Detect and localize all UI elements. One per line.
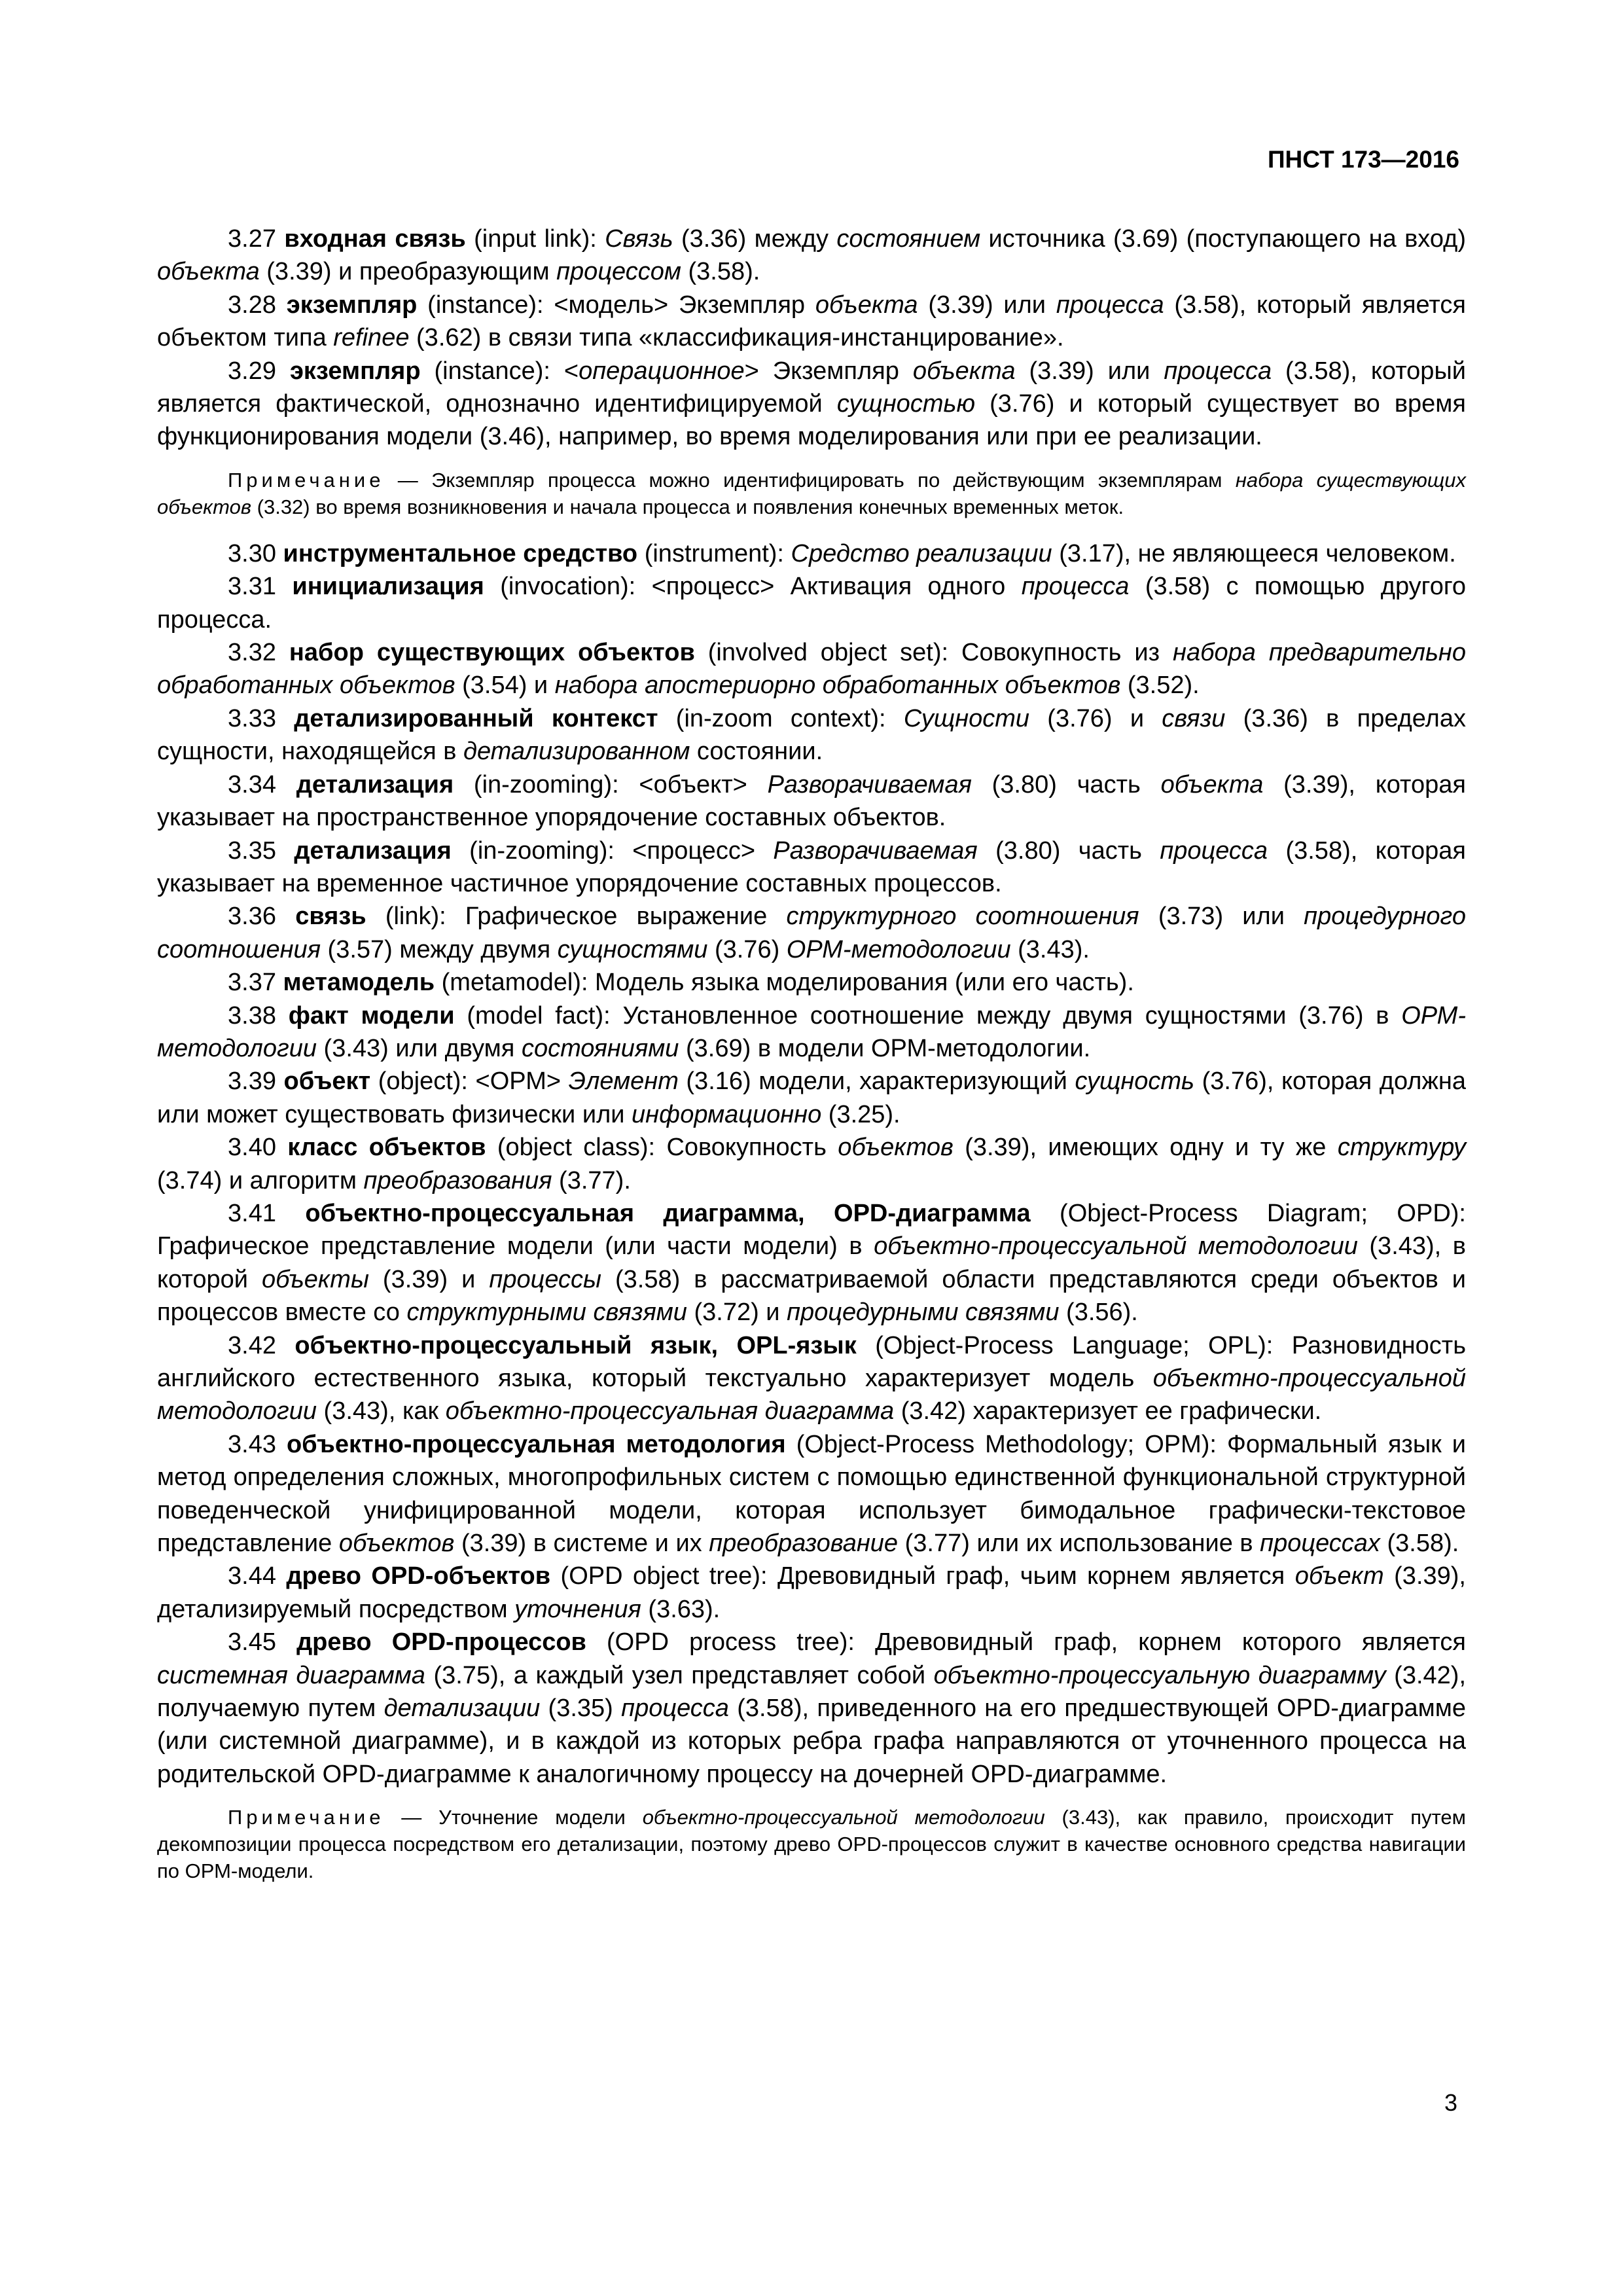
text-run: 3.44: [228, 1562, 287, 1590]
text-run: (3.77) или их использование в: [898, 1530, 1260, 1558]
italic-reference: объектов: [838, 1134, 954, 1162]
text-run: (3.76), которая должна или может существовать физически или: [157, 1067, 1466, 1128]
text-run: 3.39: [228, 1067, 284, 1096]
text-run: (3.77).: [552, 1166, 631, 1194]
italic-reference: Связь: [605, 225, 673, 253]
term-entry: [157, 289, 1466, 355]
term-name: объектно-процессуальный язык, OPL-язык: [294, 1331, 857, 1359]
italic-reference: объектно-процессуальной методологии: [157, 1365, 1466, 1426]
text-run: (3.39) или: [918, 291, 1056, 319]
text-run: (3.56).: [1059, 1299, 1138, 1327]
italic-reference: процедурного соотношения: [157, 903, 1466, 963]
text-run: 3.27: [228, 225, 285, 253]
text-run: (Object-Process Methodology; OPM): Формальный язык и метод определения сложных, многопрофильных систем с помощью единственной функциональной структурной поведенческой унифицированной модели, которая использует бимодальное графически-текстовое представление: [157, 1430, 1466, 1558]
text-run: (3.58), который является фактической, однозначно идентифицируемой: [157, 357, 1466, 418]
term-entry: [157, 636, 1466, 702]
italic-reference: процесса: [621, 1695, 729, 1723]
text-run: 3.40: [228, 1134, 288, 1162]
text-run: (3.58) в рассматриваемой области представляются среди объектов и процессов вместе со: [157, 1265, 1466, 1327]
italic-reference: преобразование: [709, 1530, 899, 1558]
italic-reference: процедурными связями: [787, 1299, 1060, 1327]
text-run: (3.35): [540, 1695, 622, 1723]
text-run: (instance): <: [420, 357, 579, 385]
italic-reference: объектно-процессуальной методологии: [642, 1806, 1045, 1829]
note-label: Примечание: [228, 1806, 385, 1829]
text-run: (3.72) и: [687, 1299, 787, 1327]
italic-reference: преобразования: [363, 1166, 552, 1194]
text-run: (3.52).: [1120, 672, 1200, 700]
italic-reference: Элемент: [568, 1067, 679, 1096]
text-run: (3.17), не являющееся человеком.: [1052, 539, 1456, 567]
text-run: (3.36) между: [673, 225, 837, 253]
italic-reference: процессы: [489, 1265, 601, 1293]
text-run: 3.43: [228, 1430, 287, 1458]
term-entry: [157, 1197, 1466, 1329]
text-run: (3.73) или: [1139, 903, 1304, 931]
text-run: — Экземпляр процесса можно идентифицировать по действующим экземплярам: [384, 468, 1236, 492]
term-name: объектно-процессуальная диаграмма, OPD-диаграмма: [305, 1199, 1031, 1227]
text-run: (3.39), имеющих одну и ту же: [953, 1134, 1338, 1162]
text-run: (3.58), которая указывает на временное частичное упорядочение составных процессов.: [157, 836, 1466, 897]
term-name: набор существующих объектов: [289, 639, 695, 667]
text-run: (3.39) или: [1015, 357, 1164, 385]
term-name: инструментальное средство: [283, 539, 638, 567]
text-run: (3.74) и алгоритм: [157, 1166, 364, 1194]
italic-reference: ОРМ-методологии: [157, 1001, 1466, 1062]
term-name: древо OPD-процессов: [296, 1628, 586, 1657]
term-entry: [157, 223, 1466, 289]
term-name: инициализация: [292, 573, 484, 601]
text-run: 3.34: [228, 770, 296, 798]
term-name: детализация: [296, 770, 454, 798]
italic-reference: Разворачиваемая: [773, 836, 978, 865]
text-run: (3.80) часть: [971, 770, 1161, 798]
term-name: детализация: [294, 836, 452, 865]
text-run: 3.41: [228, 1199, 306, 1227]
text-run: (3.39), которая указывает на пространственное упорядочение составных объектов.: [157, 770, 1467, 832]
italic-reference: операционное: [579, 357, 745, 385]
term-entry: [157, 702, 1466, 768]
text-run: 3.35: [228, 836, 294, 865]
italic-reference: процесса: [1056, 291, 1164, 319]
term-entry: [157, 1560, 1466, 1626]
italic-reference: объектно-процессуальной методологии: [874, 1232, 1358, 1261]
text-run: (OPD object tree): Древовидный граф, чьим корнем является: [550, 1562, 1295, 1590]
italic-reference: состоянием: [836, 225, 981, 253]
note-paragraph: [157, 467, 1466, 520]
italic-reference: набора апостериорно обработанных объектов: [554, 672, 1121, 700]
term-entry: [157, 1626, 1466, 1791]
text-run: (Object-Process Diagram; OPD): Графическое представление модели (или части модели) в: [157, 1199, 1466, 1261]
text-run: 3.29: [228, 357, 290, 385]
term-name: класс объектов: [287, 1134, 486, 1162]
note-label: Примечание: [228, 468, 385, 492]
text-run: 3.38: [228, 1001, 289, 1030]
term-entry: [157, 537, 1466, 570]
text-run: (3.39) и преобразующим: [259, 258, 557, 286]
text-run: (instrument):: [637, 539, 791, 567]
italic-reference: структуру: [1337, 1134, 1466, 1162]
term-entry: [157, 1428, 1466, 1560]
text-run: (model fact): Установленное соотношение между двумя сущностями (3.76) в: [454, 1001, 1402, 1030]
italic-reference: процесса: [1164, 357, 1272, 385]
text-run: (3.58), приведенного на его предшествующей OPD-диаграмме (или системной диаграмме), и в каждой из которых ребра графа направляются от уточненного процесса на родительской OPD-диаграмме к аналогичному процессу на дочерней OPD-диаграмме.: [157, 1695, 1466, 1788]
italic-reference: структурными связями: [406, 1299, 687, 1327]
italic-reference: объектно-процессуальную диаграмму: [933, 1661, 1386, 1689]
italic-reference: сущностью: [836, 390, 976, 418]
text-run: 3.31: [228, 573, 293, 601]
note-paragraph: [157, 1804, 1466, 1884]
italic-reference: набора предварительно обработанных объектов: [157, 639, 1466, 700]
term-entry: [157, 966, 1466, 999]
italic-reference: объектов: [338, 1530, 455, 1558]
text-run: (invocation): <процесс> Активация одного: [484, 573, 1022, 601]
text-run: 3.32: [228, 639, 289, 667]
text-run: 3.37: [228, 969, 283, 997]
term-name: древо OPD-объектов: [286, 1562, 551, 1590]
text-run: (metamodel): Модель языка моделирования (или его часть).: [435, 969, 1134, 997]
text-run: (object): <ОРМ>: [370, 1067, 569, 1096]
term-name: метамодель: [283, 969, 435, 997]
text-run: (3.63).: [641, 1595, 721, 1623]
italic-reference: процессах: [1260, 1530, 1380, 1558]
italic-reference: процессом: [556, 258, 681, 286]
text-run: 3.30: [228, 539, 283, 567]
italic-reference: объекта: [912, 357, 1016, 385]
text-run: 3.45: [228, 1628, 297, 1657]
italic-reference: объект: [1294, 1562, 1384, 1590]
text-run: 3.28: [228, 291, 287, 319]
term-name: факт модели: [288, 1001, 455, 1030]
text-run: (3.54) и: [455, 672, 555, 700]
italic-reference: объектно-процессуальная диаграмма: [445, 1397, 895, 1426]
term-entry: [157, 834, 1466, 901]
italic-reference: объекта: [157, 258, 260, 286]
italic-reference: набора существующих объектов: [157, 468, 1466, 518]
text-run: (3.43), как: [317, 1397, 446, 1426]
text-run: (link): Графическое выражение: [366, 903, 787, 931]
text-run: (3.42), получаемую путем: [157, 1661, 1467, 1723]
term-entry: [157, 570, 1466, 636]
italic-reference: структурного соотношения: [786, 903, 1139, 931]
term-name: входная связь: [284, 225, 466, 253]
term-entry: [157, 1329, 1466, 1428]
italic-reference: объекта: [1160, 770, 1264, 798]
text-run: (3.39) и: [368, 1265, 490, 1293]
italic-reference: детализации: [383, 1695, 541, 1723]
term-entry: [157, 1065, 1466, 1131]
text-run: 3.36: [228, 903, 296, 931]
term-name: детализированный контекст: [294, 704, 658, 732]
text-run: (3.58), который является объектом типа: [157, 291, 1466, 352]
text-run: (3.32) во время возникновения и начала процесса и появления конечных временных меток.: [251, 495, 1124, 518]
text-run: (in-zooming): <процесс>: [451, 836, 774, 865]
term-name: объектно-процессуальная методология: [286, 1430, 786, 1458]
text-run: (3.36) в пределах сущности, находящейся в: [157, 704, 1466, 766]
page-number: 3: [1444, 2089, 1457, 2116]
terms-list: [157, 223, 1466, 1901]
term-name: экземпляр: [289, 357, 421, 385]
text-run: 3.42: [228, 1331, 295, 1359]
italic-reference: Сущности: [903, 704, 1030, 732]
text-run: (3.75), а каждый узел представляет собой: [425, 1661, 934, 1689]
text-run: (3.58).: [681, 258, 760, 286]
italic-reference: процесса: [1021, 573, 1130, 601]
text-run: источника (3.69) (поступающего на вход): [980, 225, 1466, 253]
italic-reference: системная диаграмма: [157, 1661, 425, 1689]
term-entry: [157, 768, 1466, 834]
italic-reference: refinee: [333, 324, 410, 352]
italic-reference: состояниями: [521, 1034, 679, 1062]
text-run: (in-zooming): <объект>: [454, 770, 768, 798]
term-entry: [157, 1131, 1466, 1197]
text-run: (3.62) в связи типа «классификация-инстанцирование».: [409, 324, 1064, 352]
text-run: (3.80) часть: [977, 836, 1160, 865]
term-entry: [157, 999, 1466, 1066]
text-run: (object class): Совокупность: [486, 1134, 838, 1162]
text-run: (3.39) в системе и их: [454, 1530, 709, 1558]
text-run: (3.76): [707, 935, 787, 963]
text-run: (3.43) или двумя: [317, 1034, 522, 1062]
italic-reference: детализированном: [463, 738, 690, 766]
text-run: (3.42) характеризует ее графически.: [894, 1397, 1322, 1426]
italic-reference: ОРМ-методологии: [786, 935, 1011, 963]
text-run: (OPD process tree): Древовидный граф, корнем которого является: [586, 1628, 1466, 1657]
term-entry: [157, 900, 1466, 966]
text-run: (3.76) и который существует во время функционирования модели (3.46), например, во время моделирования или при ее реализации.: [157, 390, 1467, 451]
italic-reference: сущностями: [557, 935, 708, 963]
text-run: (3.39), детализируемый посредством: [157, 1562, 1466, 1623]
text-run: состоянии.: [690, 738, 823, 766]
italic-reference: процесса: [1160, 836, 1268, 865]
text-run: (3.43), как правило, происходит путем декомпозиции процесса посредством его детализации, поэтому древо OPD-процессов служит в качестве основного средства навигации по ОРМ-модели.: [157, 1806, 1466, 1883]
text-run: (3.25).: [821, 1100, 901, 1128]
text-run: 3.33: [228, 704, 294, 732]
text-run: (involved object set): Совокупность из: [694, 639, 1173, 667]
text-run: (instance): <модель> Экземпляр: [417, 291, 815, 319]
text-run: (3.69) в модели ОРМ-методологии.: [679, 1034, 1091, 1062]
term-name: экземпляр: [286, 291, 418, 319]
document-id-header: ПНСТ 173—2016: [1267, 146, 1459, 173]
text-run: (3.57) между двумя: [321, 935, 558, 963]
term-name: связь: [295, 903, 366, 931]
italic-reference: сущность: [1075, 1067, 1195, 1096]
italic-reference: объекты: [261, 1265, 369, 1293]
text-run: (3.58) с помощью другого процесса.: [157, 573, 1466, 634]
term-name: объект: [283, 1067, 371, 1096]
text-run: — Уточнение модели: [384, 1806, 643, 1829]
text-run: (3.58).: [1380, 1530, 1459, 1558]
italic-reference: Средство реализации: [791, 539, 1052, 567]
text-run: (input link):: [465, 225, 605, 253]
italic-reference: объекта: [815, 291, 918, 319]
text-run: (3.43), в которой: [157, 1232, 1466, 1293]
italic-reference: связи: [1162, 704, 1226, 732]
text-run: (Object-Process Language; OPL): Разновидность английского естественного языка, который текстуально характеризует модель: [157, 1331, 1467, 1392]
text-run: (3.76) и: [1029, 704, 1162, 732]
term-entry: [157, 355, 1466, 454]
italic-reference: Разворачиваемая: [767, 770, 972, 798]
text-run: (in-zoom context):: [658, 704, 904, 732]
italic-reference: уточнения: [514, 1595, 641, 1623]
text-run: > Экземпляр: [744, 357, 913, 385]
text-run: (3.16) модели, характеризующий: [678, 1067, 1075, 1096]
text-run: (3.43).: [1010, 935, 1090, 963]
italic-reference: информационно: [632, 1100, 822, 1128]
